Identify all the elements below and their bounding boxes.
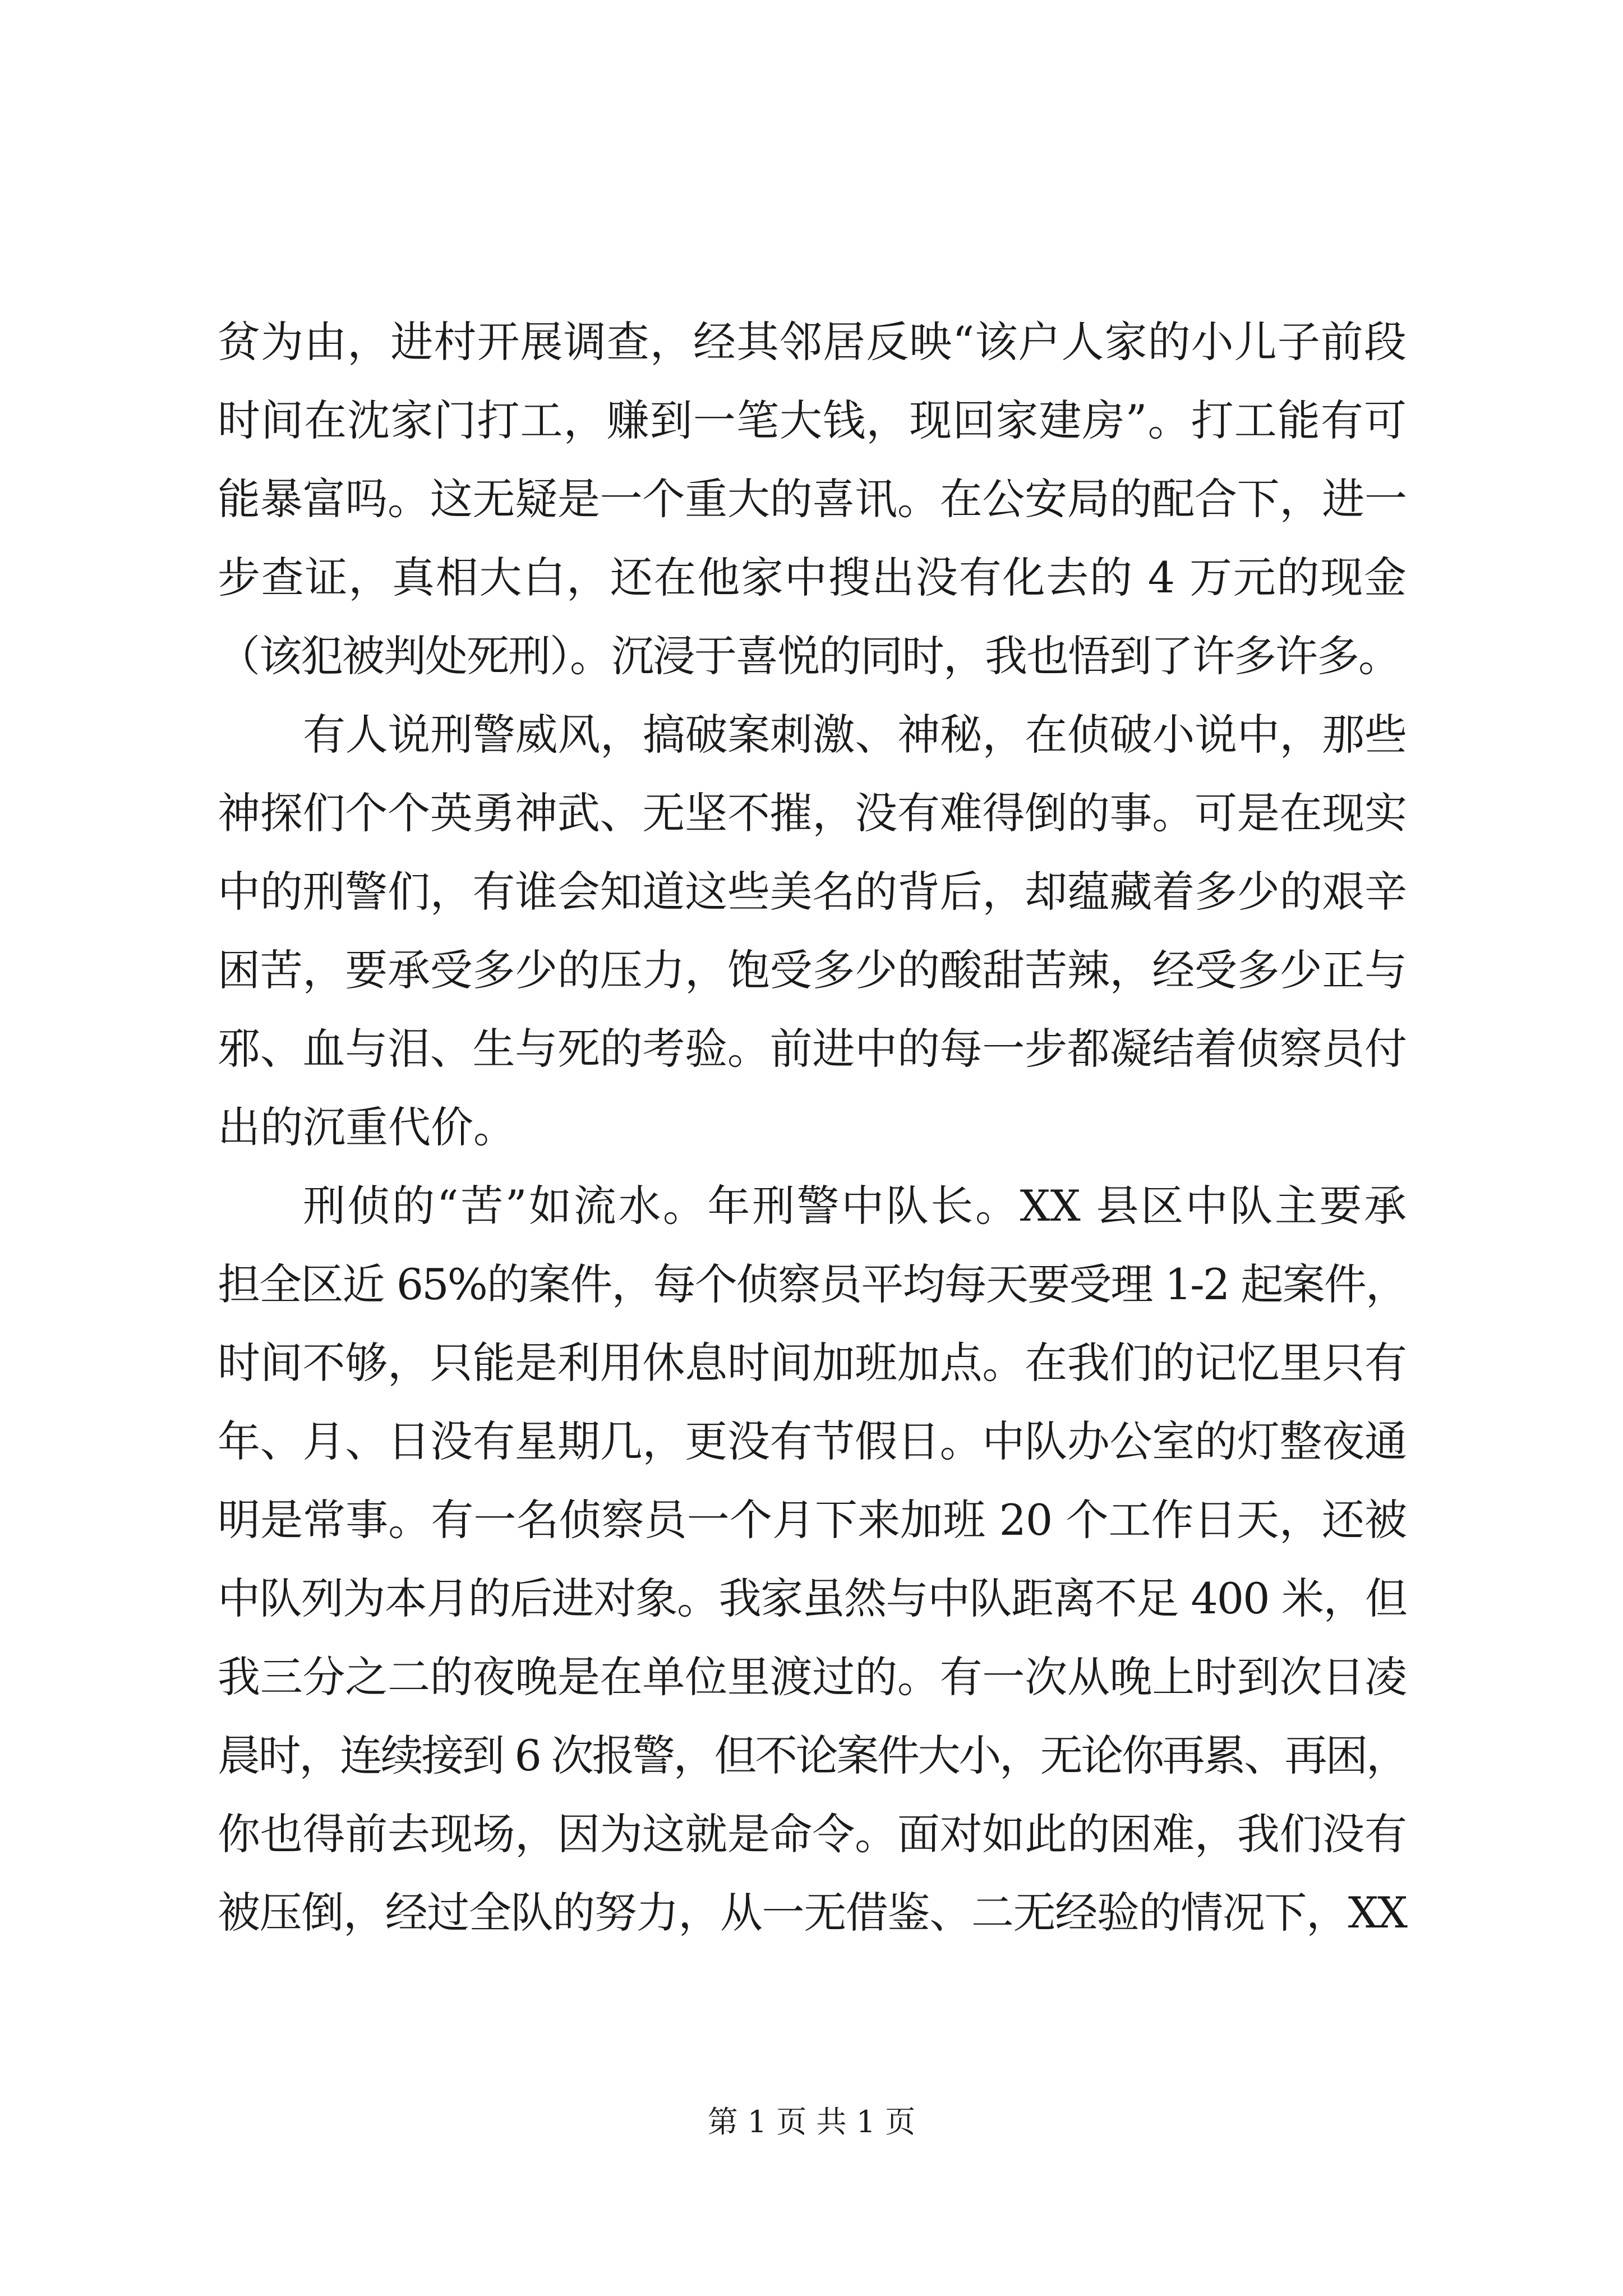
text-line: 你也得前去现场，因为这就是命令。面对如此的困难，我们没有 — [218, 1809, 1407, 1859]
text-line: 贫为由，进村开展调查，经其邻居反映“该户人家的小儿子前段 — [218, 317, 1407, 367]
text-line: 困苦，要承受多少的压力，饱受多少的酸甜苦辣，经受多少正与 — [218, 945, 1407, 995]
body-text — [218, 303, 1407, 1952]
page-footer: 第 1 页 共 1 页 — [707, 2104, 916, 2139]
text-line: 时间不够，只能是利用休息时间加班加点。在我们的记忆里只有 — [218, 1338, 1407, 1388]
text-line: 邪、血与泪、生与死的考验。前进中的每一步都凝结着侦察员付 — [218, 1024, 1407, 1074]
text-line: 出的沉重代价。 — [218, 1102, 516, 1152]
text-line: 时间在沈家门打工，赚到一笔大钱，现回家建房”。打工能有可 — [218, 395, 1407, 445]
text-line: 我三分之二的夜晚是在单位里渡过的。有一次从晚上时到次日凌 — [218, 1652, 1407, 1702]
text-line: 刑侦的“苦”如流水。年刑警中队长。XX 县区中队主要承 — [303, 1181, 1407, 1231]
text-line: 神探们个个英勇神武、无坚不摧，没有难得倒的事。可是在现实 — [218, 788, 1407, 838]
text-line: 步查证，真相大白，还在他家中搜出没有化去的 4 万元的现金 — [218, 553, 1407, 602]
text-line: 有人说刑警威风，搞破案刺激、神秘，在侦破小说中，那些 — [303, 710, 1407, 760]
text-line: 中的刑警们，有谁会知道这些美名的背后，却蕴藏着多少的艰辛 — [218, 867, 1407, 917]
text-line: 晨时，连续接到 6 次报警，但不论案件大小，无论你再累、再困， — [218, 1731, 1407, 1780]
text-line: 年、月、日没有星期几，更没有节假日。中队办公室的灯整夜通 — [218, 1416, 1407, 1466]
text-line: 中队列为本月的后进对象。我家虽然与中队距离不足 400 米，但 — [218, 1573, 1407, 1623]
text-line: 明是常事。有一名侦察员一个月下来加班 20 个工作日天，还被 — [218, 1495, 1407, 1545]
text-line: 能暴富吗。这无疑是一个重大的喜讯。在公安局的配合下，进一 — [218, 474, 1407, 524]
text-line: 被压倒，经过全队的努力，从一无借鉴、二无经验的情况下，XX — [218, 1888, 1407, 1938]
text-line: （该犯被判处死刑）。沉浸于喜悦的同时，我也悟到了许多许多。 — [218, 631, 1400, 681]
text-line: 担全区近 65%的案件，每个侦察员平均每天要受理 1-2 起案件， — [218, 1259, 1407, 1309]
